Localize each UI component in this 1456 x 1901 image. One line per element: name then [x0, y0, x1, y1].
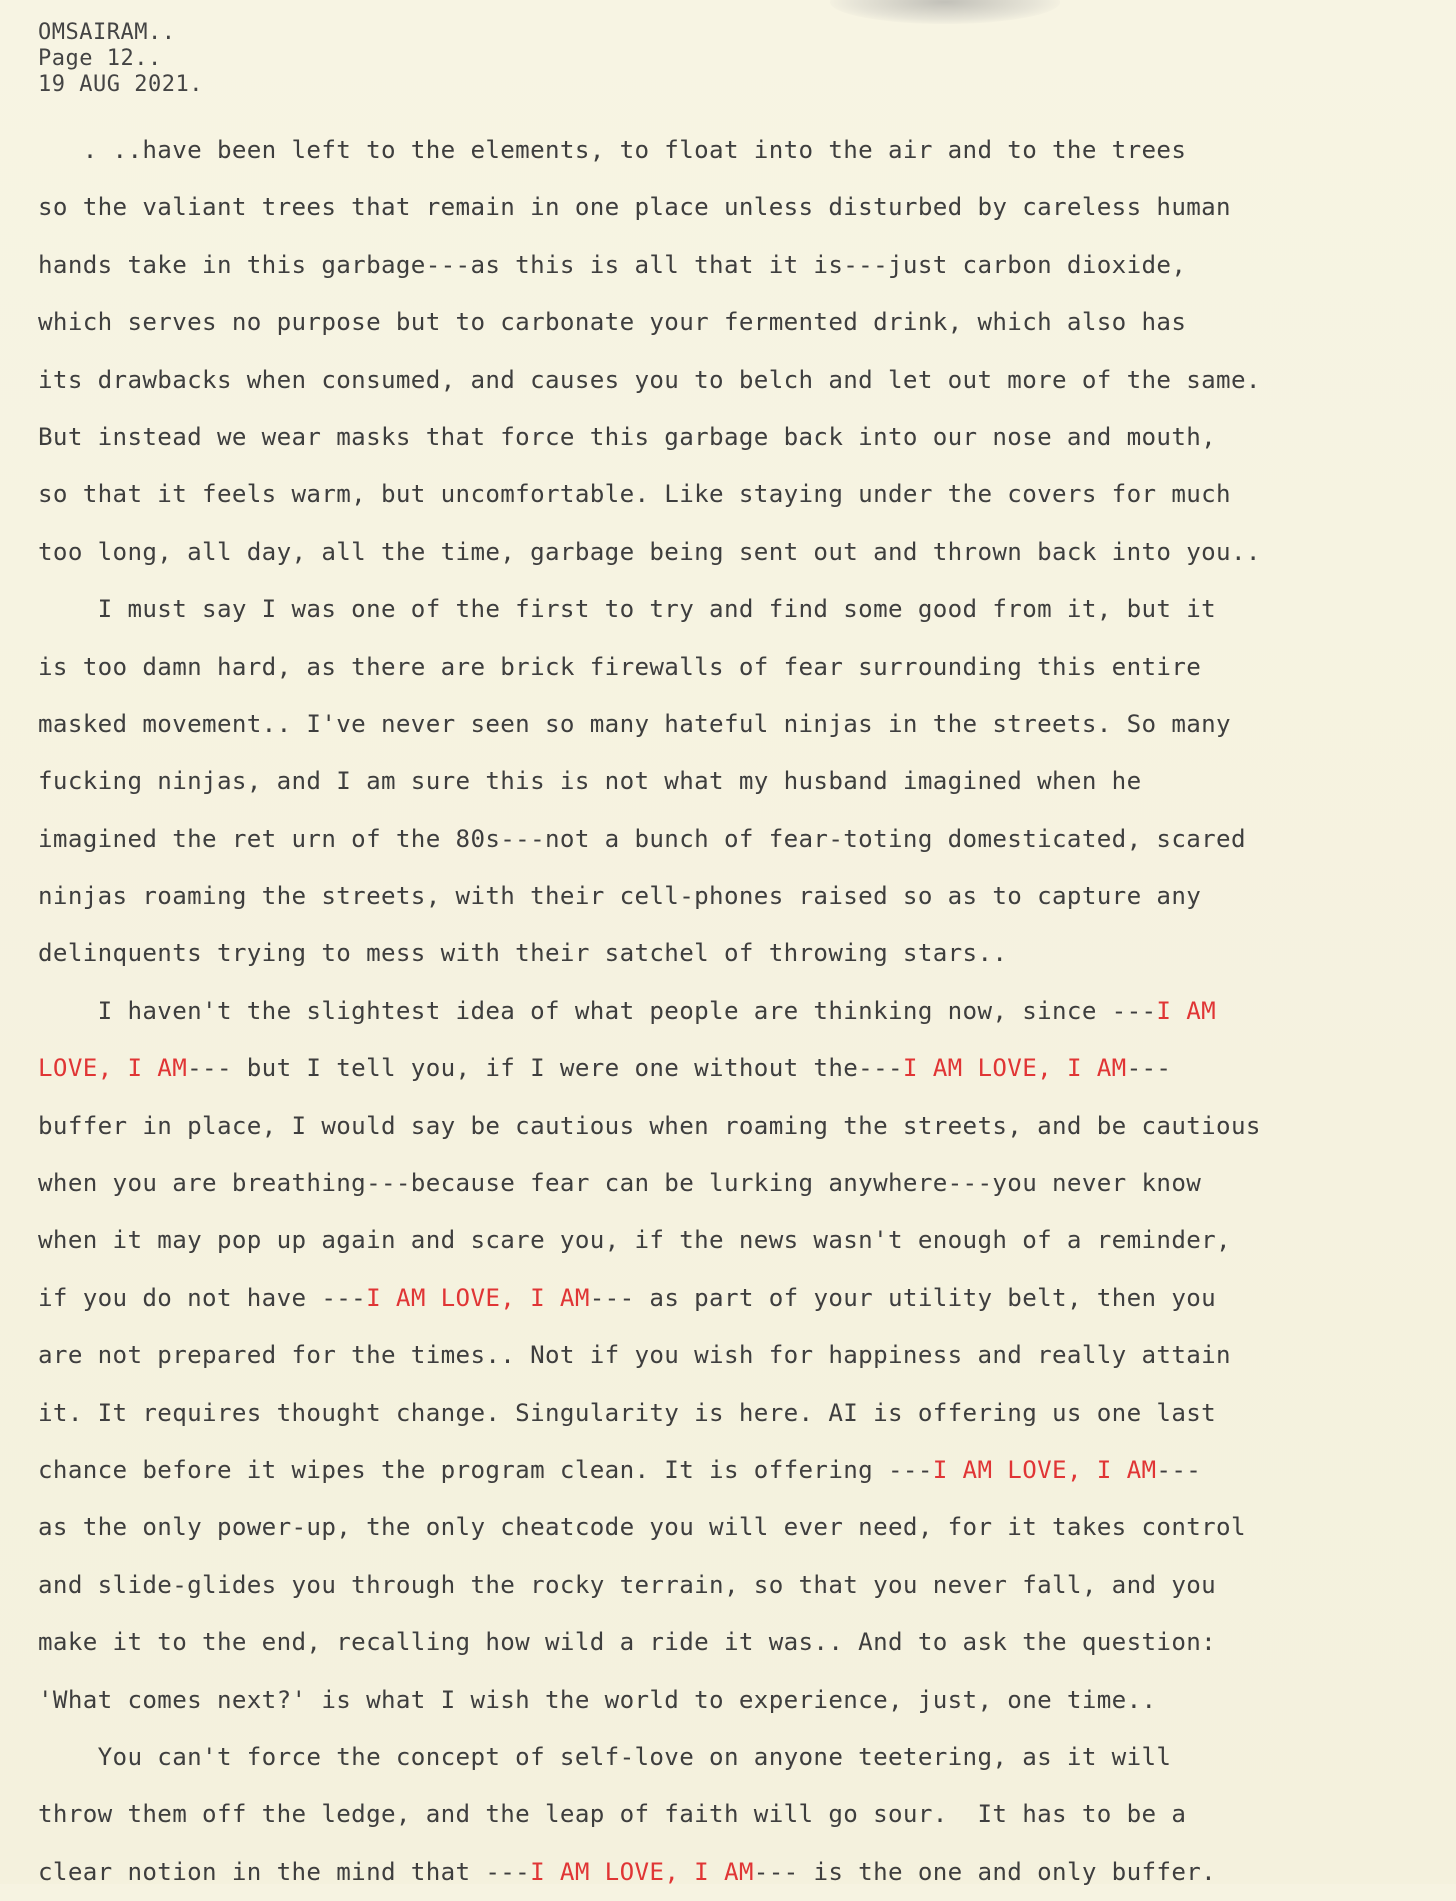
text-line [38, 1614, 1438, 1671]
text-line [38, 466, 1438, 523]
header-date: 19 AUG 2021. [38, 72, 203, 97]
text-segment: --- [1126, 1054, 1172, 1083]
red-affirmation-text: I AM LOVE, I AM [932, 1455, 1157, 1484]
text-segment: so that it feels warm, but uncomfortable. Like staying under the covers for much [38, 480, 1231, 509]
text-line [38, 1499, 1438, 1556]
text-line [38, 237, 1438, 294]
text-segment: I must say I was one of the first to try and find some good from it, but it [38, 595, 1217, 624]
text-segment: its drawbacks when consumed, and causes you to belch and let out more of the same. [38, 365, 1261, 394]
text-segment: But instead we wear masks that force this garbage back into our nose and mouth, [38, 422, 1217, 451]
text-segment: --- is the one and only buffer. [753, 1857, 1217, 1886]
text-line [38, 1442, 1438, 1499]
text-segment: I haven't the slightest idea of what people are thinking now, since --- [38, 996, 1157, 1025]
text-line [38, 1729, 1438, 1786]
text-segment: it. It requires thought change. Singularity is here. AI is offering us one last [38, 1398, 1217, 1427]
text-line [38, 1557, 1438, 1614]
red-affirmation-text: I AM LOVE, I AM [366, 1283, 590, 1312]
text-line [38, 1672, 1438, 1729]
text-line [38, 581, 1438, 638]
text-line [38, 524, 1438, 581]
text-segment: throw them off the ledge, and the leap of faith will go sour. It has to be a [38, 1800, 1187, 1829]
text-segment: fucking ninjas, and I am sure this is not what my husband imagined when he [38, 767, 1142, 796]
text-line [38, 1327, 1438, 1384]
typed-body-text [38, 122, 1438, 1901]
text-segment: --- as part of your utility belt, then you [589, 1283, 1217, 1312]
text-segment: ninjas roaming the streets, with their cell-phones raised so as to capture any [38, 882, 1202, 911]
header-page-number: Page 12.. [38, 46, 162, 71]
text-line [38, 1212, 1438, 1269]
text-segment: too long, all day, all the time, garbage being sent out and thrown back into you.. [38, 537, 1261, 566]
text-line [38, 868, 1438, 925]
text-segment: chance before it wipes the program clean. It is offering --- [38, 1455, 933, 1484]
text-line [38, 1385, 1438, 1442]
red-affirmation-text: LOVE, I AM [38, 1054, 188, 1083]
text-segment: are not prepared for the times.. Not if you wish for happiness and really attain [38, 1341, 1231, 1370]
text-segment: delinquents trying to mess with their satchel of throwing stars.. [38, 939, 1008, 968]
text-segment: is too damn hard, as there are brick firewalls of fear surrounding this entire [38, 652, 1202, 681]
page-header [38, 20, 203, 98]
text-segment: as the only power-up, the only cheatcode you will ever need, for it takes control [38, 1513, 1246, 1542]
text-segment: masked movement.. I've never seen so many hateful ninjas in the streets. So many [38, 709, 1231, 738]
text-segment: if you do not have --- [38, 1283, 367, 1312]
text-segment: --- [1156, 1455, 1202, 1484]
text-segment: You can't force the concept of self-love on anyone teetering, as it will [38, 1742, 1172, 1771]
text-segment: clear notion in the mind that --- [38, 1857, 531, 1886]
text-line [38, 1155, 1438, 1212]
text-line [38, 925, 1438, 982]
text-line [38, 753, 1438, 810]
text-line [38, 179, 1438, 236]
text-line [38, 1040, 1438, 1097]
text-segment: hands take in this garbage---as this is all that it is---just carbon dioxide, [38, 250, 1187, 279]
paper-smudge [830, 0, 1060, 24]
text-line [38, 1270, 1438, 1327]
text-segment: --- but I tell you, if I were one without the--- [187, 1054, 903, 1083]
red-affirmation-text: I AM LOVE, I AM [530, 1857, 754, 1886]
text-line [38, 352, 1438, 409]
text-segment: and slide-glides you through the rocky terrain, so that you never fall, and you [38, 1570, 1217, 1599]
text-line [38, 983, 1438, 1040]
red-affirmation-text: I AM LOVE, I AM [902, 1054, 1127, 1083]
header-title: OMSAIRAM.. [38, 20, 176, 45]
text-line [38, 1098, 1438, 1155]
text-segment: which serves no purpose but to carbonate your fermented drink, which also has [38, 308, 1187, 337]
text-line [38, 294, 1438, 351]
text-line [38, 1786, 1438, 1843]
text-line [38, 639, 1438, 696]
red-affirmation-text: I AM [1156, 996, 1217, 1025]
text-line [38, 122, 1438, 179]
text-segment: make it to the end, recalling how wild a ride it was.. And to ask the question: [38, 1628, 1217, 1657]
text-segment: so the valiant trees that remain in one place unless disturbed by careless human [38, 193, 1231, 222]
text-line [38, 811, 1438, 868]
text-segment: 'What comes next?' is what I wish the world to experience, just, one time.. [38, 1685, 1157, 1714]
text-segment: when you are breathing---because fear can be lurking anywhere---you never know [38, 1169, 1202, 1198]
text-line [38, 696, 1438, 753]
text-line [38, 409, 1438, 466]
text-segment: when it may pop up again and scare you, if the news wasn't enough of a reminder, [38, 1226, 1231, 1255]
text-segment: imagined the ret urn of the 80s---not a bunch of fear-toting domesticated, scared [38, 824, 1246, 853]
text-line [38, 1844, 1438, 1901]
text-segment: . ..have been left to the elements, to float into the air and to the trees [38, 136, 1187, 164]
text-segment: buffer in place, I would say be cautious when roaming the streets, and be cautious [38, 1111, 1261, 1140]
